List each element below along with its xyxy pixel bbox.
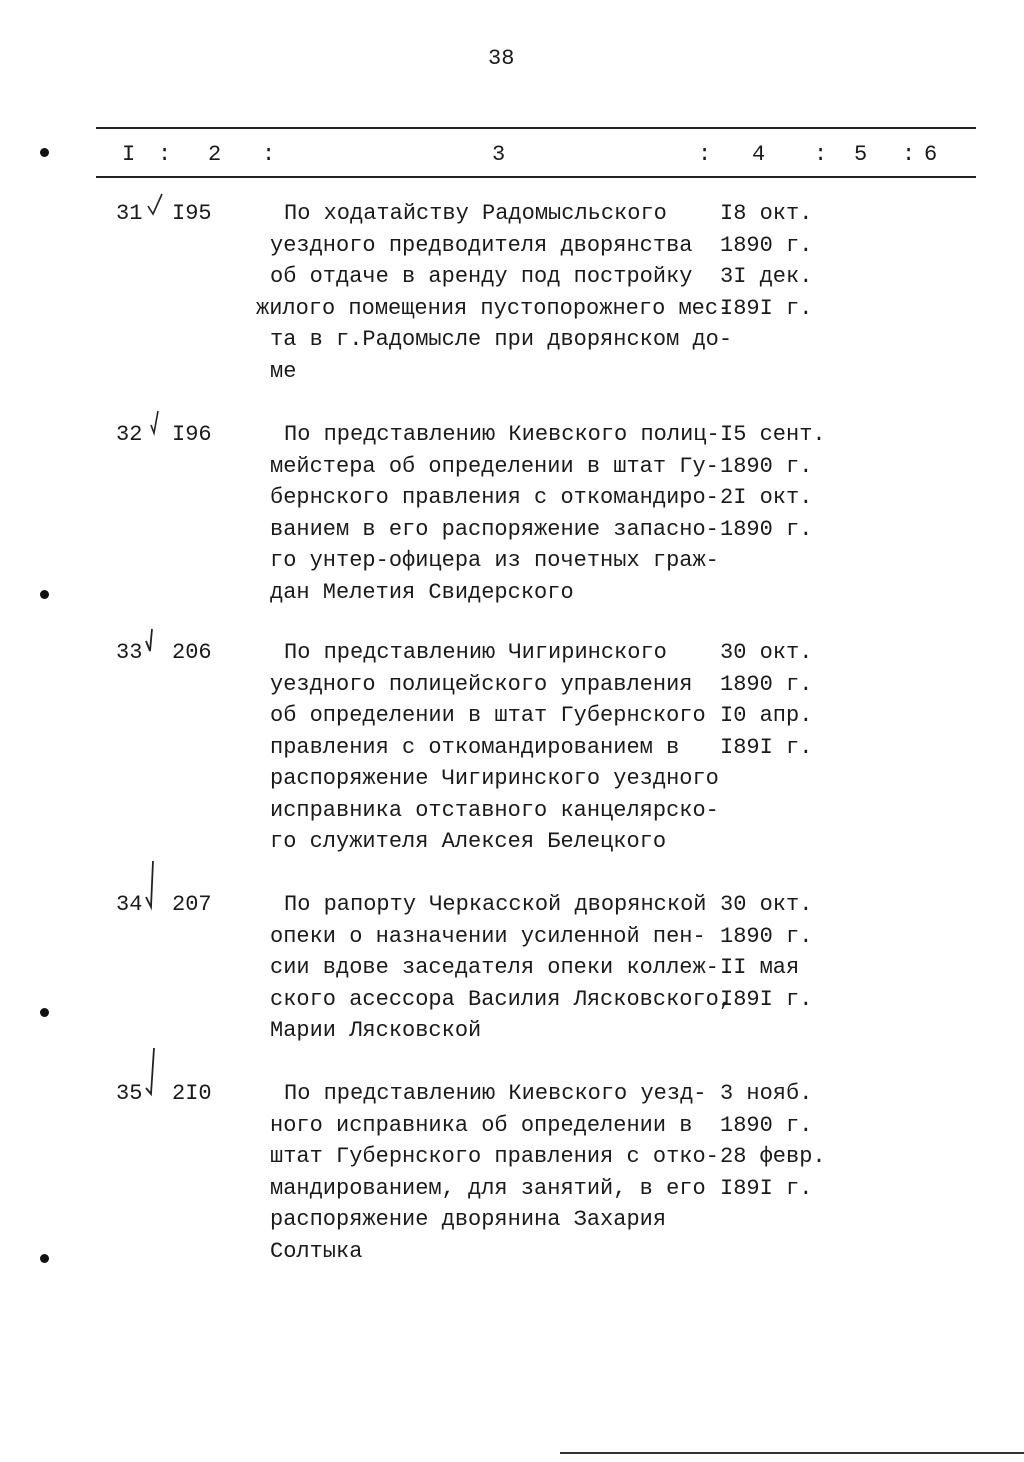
entry-dates <box>720 419 826 545</box>
description-line: Марии Лясковской <box>270 1018 482 1043</box>
description-line: го унтер-офицера из почетных граж- <box>270 548 719 573</box>
description-line: дан Мелетия Свидерского <box>270 579 574 605</box>
entry-code: 206 <box>172 640 212 665</box>
binder-hole <box>40 148 49 157</box>
entry-dates <box>720 198 812 324</box>
description-line: исправника отставного канцелярско- <box>270 797 719 823</box>
entry-number: 32 <box>116 422 143 447</box>
checkmark-icon <box>144 861 164 895</box>
description-line: уездного предводителя дворянства <box>270 232 693 258</box>
header-rule-bottom <box>96 176 976 178</box>
date-line: I89I г. <box>720 295 813 321</box>
entry-dates <box>720 637 812 763</box>
entry-description <box>256 198 733 387</box>
date-line: 1890 г. <box>720 516 813 542</box>
description-line: По представлению Чигиринского <box>284 640 667 665</box>
description-line: По ходатайству Радомысльского <box>284 201 667 226</box>
entry-number: 35 <box>116 1081 143 1106</box>
description-line: Солтыка <box>270 1238 363 1264</box>
date-line: I8 окт. <box>720 201 813 226</box>
description-line: штат Губернского правления с отко- <box>270 1144 719 1169</box>
column-header-6: 6 <box>924 142 938 167</box>
header-rule-top <box>96 127 976 129</box>
column-separator: : <box>158 142 172 167</box>
description-line: По представлению Киевского уезд- <box>284 1081 707 1106</box>
date-line: 3I дек. <box>720 264 813 289</box>
description-line: ме <box>270 358 297 384</box>
description-line: сии вдове заседателя опеки коллеж- <box>270 955 719 980</box>
entry-code: I96 <box>172 422 212 447</box>
date-line: II мая <box>720 955 800 980</box>
date-line: I5 сент. <box>720 422 826 447</box>
date-line: 1890 г. <box>720 671 813 697</box>
column-separator: : <box>262 142 276 167</box>
entry-number: 33 <box>116 640 143 665</box>
entry-number: 34 <box>116 892 143 917</box>
entry-code: 2I0 <box>172 1081 212 1106</box>
column-header-2: 2 <box>208 142 222 167</box>
column-header-4: 4 <box>752 142 766 167</box>
description-line: об определении в штат Губернского <box>270 703 706 728</box>
binder-hole <box>40 590 49 599</box>
column-separator: : <box>698 142 712 167</box>
description-line: распоряжение Чигиринского уездного <box>270 766 719 791</box>
date-line: I89I г. <box>720 986 813 1012</box>
description-line: опеки о назначении усиленной пен- <box>270 923 706 949</box>
description-line: бернского правления с откомандиро- <box>270 485 719 510</box>
column-separator: : <box>814 142 828 167</box>
date-line: 1890 г. <box>720 453 813 479</box>
description-line: По представлению Киевского полиц- <box>284 422 720 447</box>
description-line: мейстера об определении в штат Гу- <box>270 453 719 479</box>
column-header-5: 5 <box>854 142 868 167</box>
binder-hole <box>40 1008 49 1017</box>
date-line: 28 февр. <box>720 1144 826 1169</box>
entry-description <box>270 637 719 858</box>
date-line: I89I г. <box>720 734 813 760</box>
checkmark-icon <box>144 629 164 663</box>
column-header-1: I <box>122 142 136 167</box>
date-line: 2I окт. <box>720 485 813 510</box>
date-line: 3 нояб. <box>720 1081 813 1106</box>
description-line: распоряжение дворянина Захария <box>270 1207 667 1232</box>
description-line: правления с откомандированием в <box>270 734 680 760</box>
entry-dates <box>720 1078 826 1204</box>
entry-number: 31 <box>116 201 143 226</box>
date-line: I0 апр. <box>720 703 813 728</box>
entry-description <box>270 889 733 1047</box>
description-line: По рапорту Черкасской дворянской <box>284 892 707 917</box>
scan-edge-line <box>560 1452 1024 1454</box>
checkmark-icon <box>144 1048 164 1082</box>
description-line: жилого помещения пустопорожнего мес- <box>256 295 732 321</box>
date-line: 30 окт. <box>720 892 813 917</box>
description-line: ванием в его распоряжение запасно- <box>270 516 719 542</box>
description-line: уездного полицейского управления <box>270 671 693 697</box>
date-line: 30 окт. <box>720 640 813 665</box>
entry-code: I95 <box>172 201 212 226</box>
description-line: го служителя Алексея Белецкого <box>270 829 667 854</box>
checkmark-icon <box>146 192 166 226</box>
binder-hole <box>40 1254 49 1263</box>
description-line: мандированием, для занятий, в его <box>270 1175 706 1201</box>
date-line: 1890 г. <box>720 923 813 949</box>
entry-code: 207 <box>172 892 212 917</box>
entry-description <box>270 1078 719 1267</box>
checkmark-icon <box>148 411 168 445</box>
entry-dates <box>720 889 812 1015</box>
date-line: 1890 г. <box>720 232 813 258</box>
column-separator: : <box>902 142 916 167</box>
description-line: ского асессора Василия Лясковского, <box>270 986 733 1012</box>
page-number: 38 <box>488 46 515 71</box>
description-line: та в г.Радомысле при дворянском до- <box>270 327 733 352</box>
date-line: I89I г. <box>720 1175 813 1201</box>
entry-description <box>270 419 720 608</box>
date-line: 1890 г. <box>720 1112 813 1138</box>
description-line: об отдаче в аренду под постройку <box>270 264 693 289</box>
description-line: ного исправника об определении в <box>270 1112 693 1138</box>
column-header-3: 3 <box>492 142 506 167</box>
